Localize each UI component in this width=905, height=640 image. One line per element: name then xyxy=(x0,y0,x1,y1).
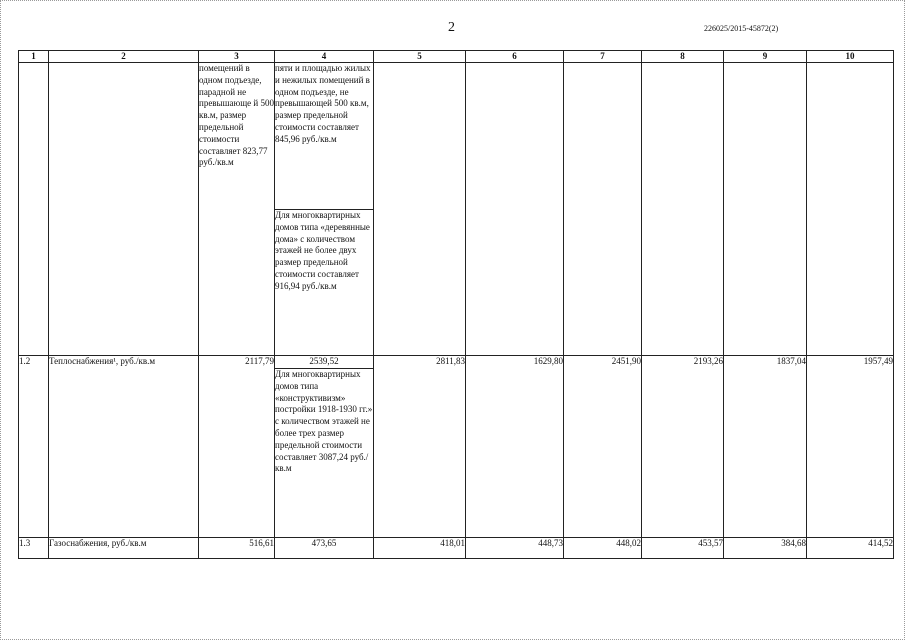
row-1-3-num: 1.3 xyxy=(19,538,49,559)
row-1-2-c10: 1957,49 xyxy=(807,356,894,538)
col-header-4: 4 xyxy=(275,51,374,63)
row-1-2-num: 1.2 xyxy=(19,356,49,538)
col-header-10: 10 xyxy=(807,51,894,63)
table-row-1-2 xyxy=(19,356,894,369)
cont-cell-2 xyxy=(49,63,199,356)
row-1-3-c9: 384,68 xyxy=(724,538,807,559)
col-header-3: 3 xyxy=(199,51,275,63)
col-header-5: 5 xyxy=(374,51,466,63)
row-1-2-c3: 2117,79 xyxy=(199,356,275,538)
row-1-2-c8: 2193,26 xyxy=(642,356,724,538)
row-1-3-c5: 418,01 xyxy=(374,538,466,559)
col-header-8: 8 xyxy=(642,51,724,63)
row-1-2-c4: 2539,52 xyxy=(275,356,374,369)
row-1-3-c10: 414,52 xyxy=(807,538,894,559)
cont-cell-3: помещений в одном подъезде, парадной не превышающе й 500 кв.м, размер предельной стоимости составляет 823,77 руб./кв.м xyxy=(199,63,275,356)
row-1-2-c5: 2811,83 xyxy=(374,356,466,538)
row-1-3-c7: 448,02 xyxy=(564,538,642,559)
tariff-table xyxy=(18,50,894,559)
cont-cell-8 xyxy=(642,63,724,356)
table-row-continued-a xyxy=(19,63,894,210)
cont-cell-6 xyxy=(466,63,564,356)
cont-cell-7 xyxy=(564,63,642,356)
col-header-1: 1 xyxy=(19,51,49,63)
cont-cell-4b: Для многоквартирных домов типа «деревянные дома» с количеством этажей не более двух размер предельной стоимости составляет 916,94 руб./кв.м xyxy=(275,210,374,356)
row-1-3-c3: 516,61 xyxy=(199,538,275,559)
cont-cell-10 xyxy=(807,63,894,356)
col-header-2: 2 xyxy=(49,51,199,63)
header-row xyxy=(19,51,894,63)
page-number: 2 xyxy=(448,20,455,35)
row-1-3-c6: 448,73 xyxy=(466,538,564,559)
cont-cell-5 xyxy=(374,63,466,356)
row-1-2-c9: 1837,04 xyxy=(724,356,807,538)
cont-cell-4a: пяти и площадью жилых и нежилых помещений в одном подъезде, не превышающей 500 кв.м, размер предельной стоимости составляет 845,96 руб./кв.м xyxy=(275,63,374,210)
table-row-1-3 xyxy=(19,538,894,559)
cont-cell-1 xyxy=(19,63,49,356)
row-1-3-name: Газоснабжения, руб./кв.м xyxy=(49,538,199,559)
row-1-3-c4: 473,65 xyxy=(275,538,374,559)
col-header-9: 9 xyxy=(724,51,807,63)
col-header-6: 6 xyxy=(466,51,564,63)
row-1-2-name: Теплоснабжения¹, руб./кв.м xyxy=(49,356,199,538)
row-1-3-c8: 453,57 xyxy=(642,538,724,559)
row-1-2-c4-note: Для многоквартирных домов типа «конструктивизм» постройки 1918-1930 гг.» с количеством этажей не более трех размер предельной стоимости составляет 3087,24 руб./кв.м xyxy=(275,369,374,538)
document-id: 226025/2015-45872(2) xyxy=(704,24,779,33)
row-1-2-c6: 1629,80 xyxy=(466,356,564,538)
cont-cell-9 xyxy=(724,63,807,356)
col-header-7: 7 xyxy=(564,51,642,63)
row-1-2-c7: 2451,90 xyxy=(564,356,642,538)
